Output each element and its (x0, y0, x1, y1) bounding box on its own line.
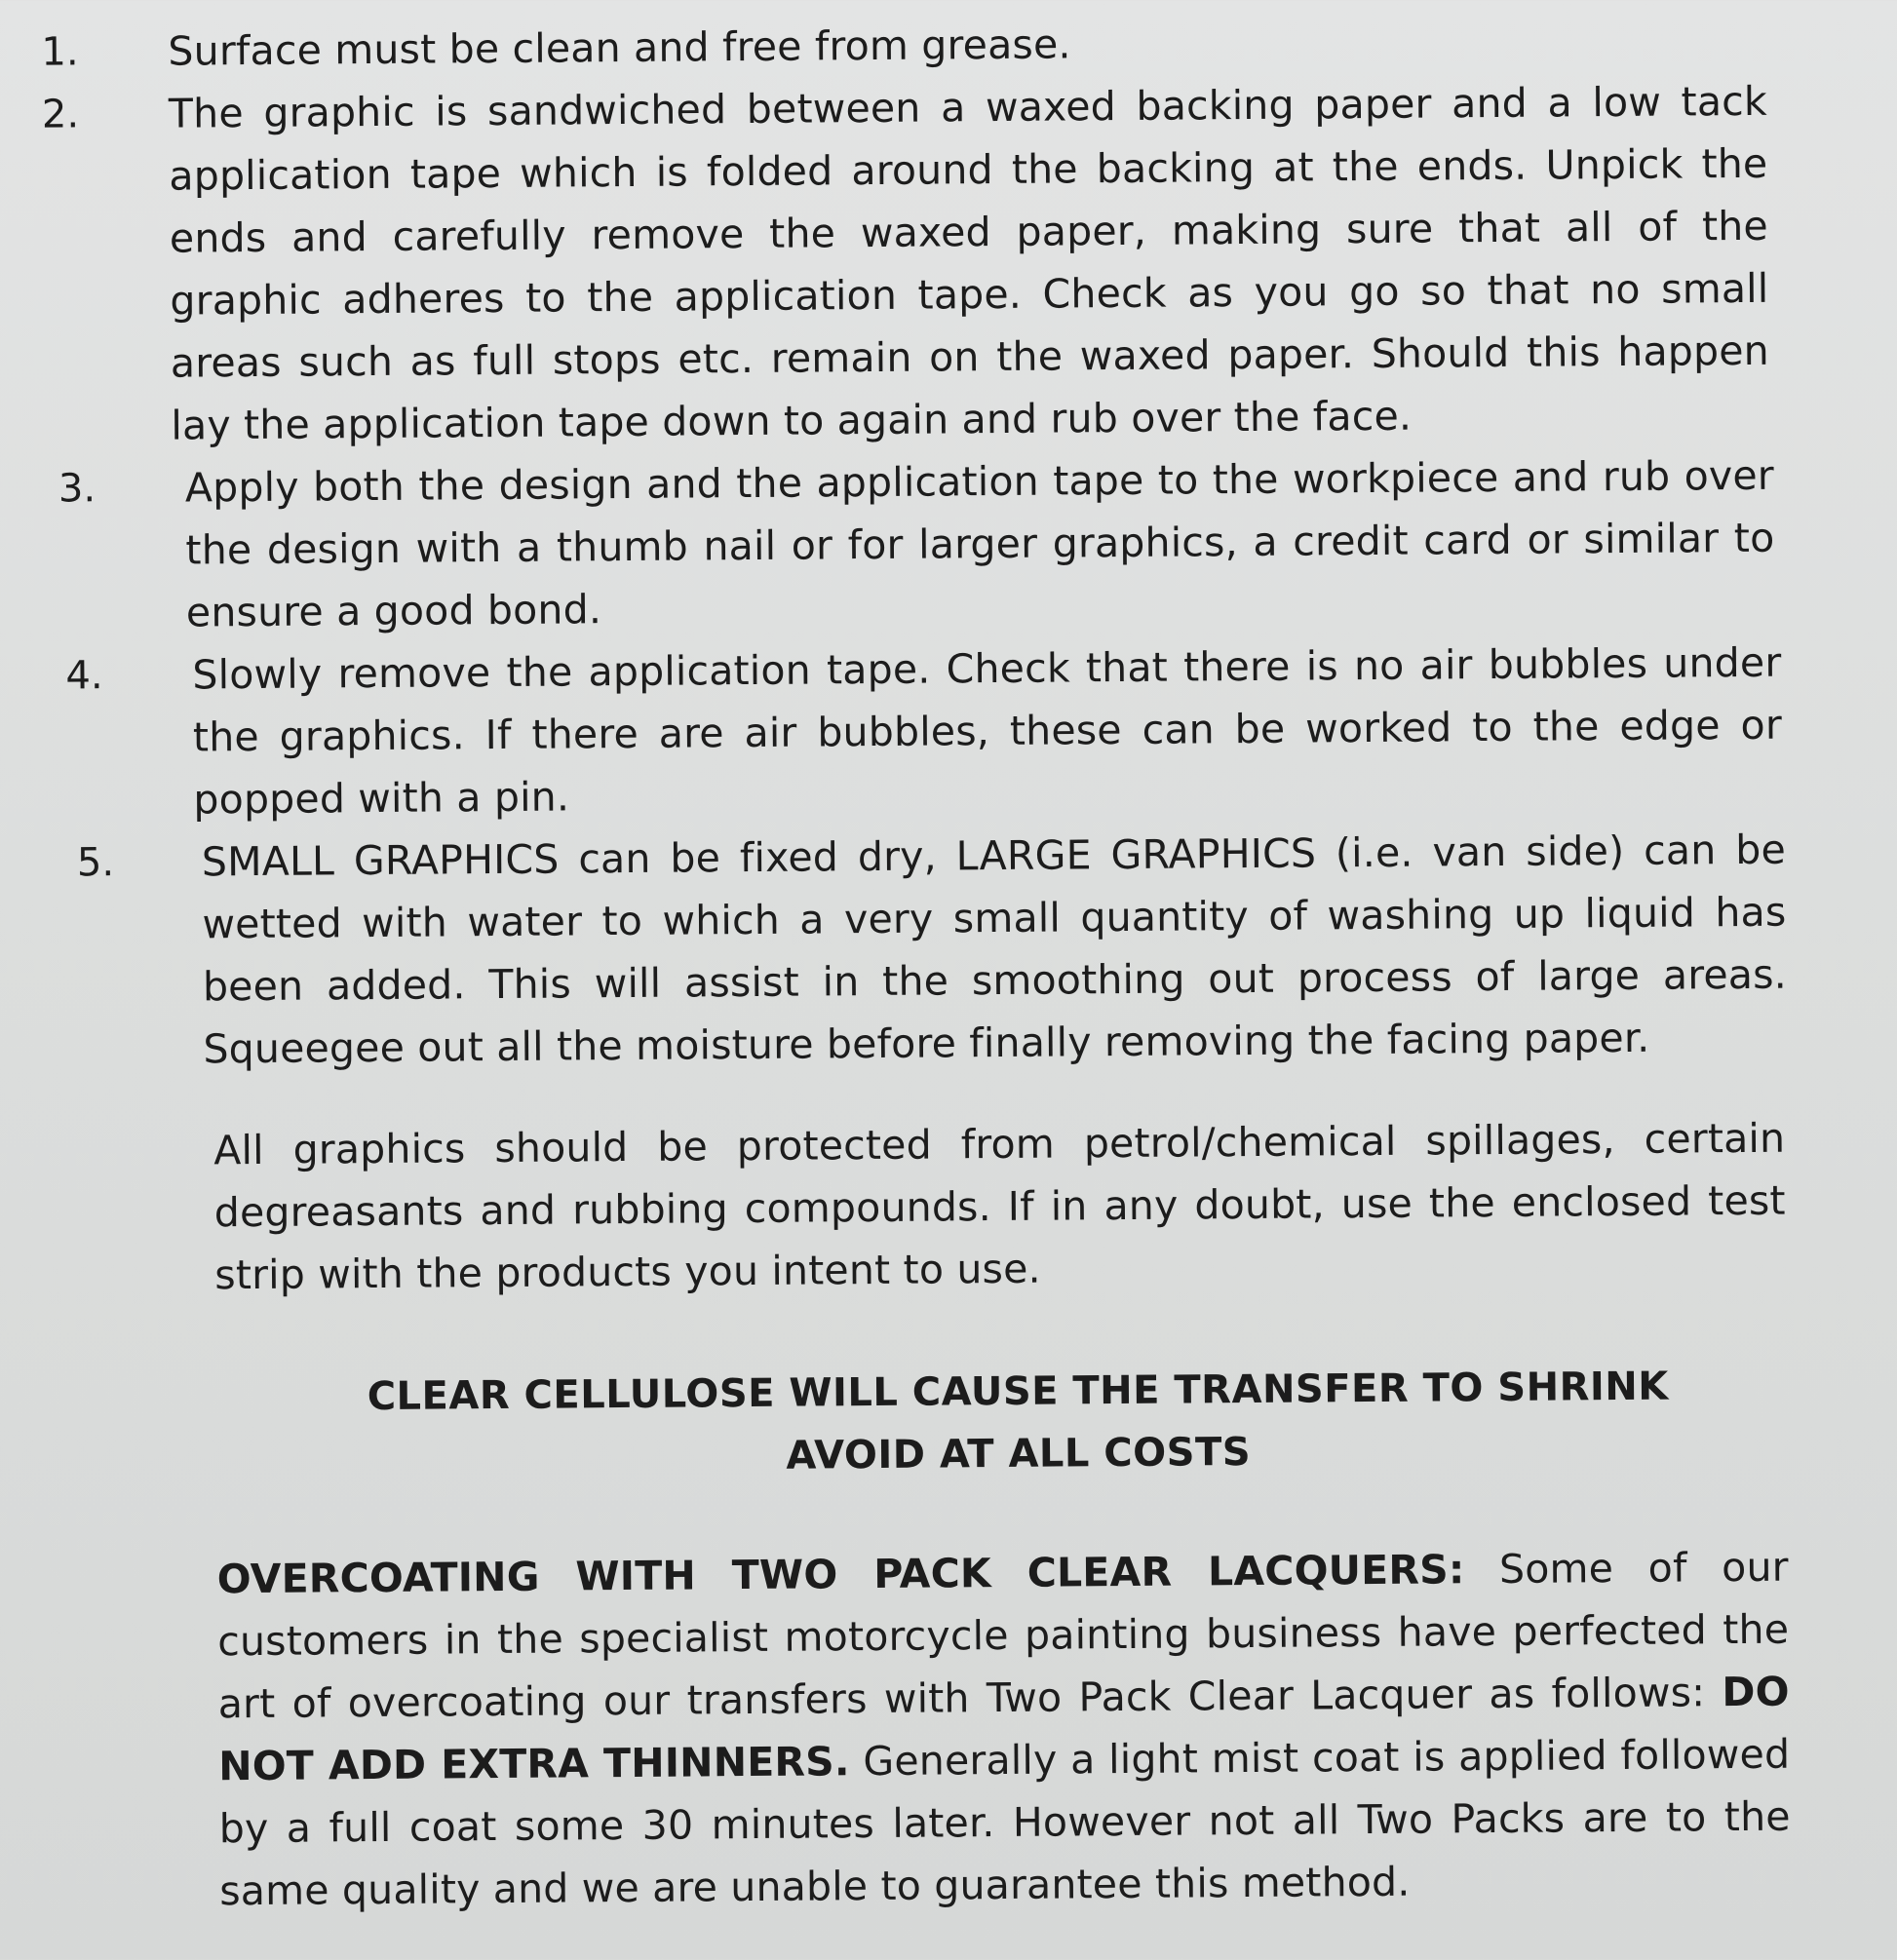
list-item (7, 818, 1897, 1082)
item-number: 2. (41, 92, 80, 137)
item-number: 3. (58, 466, 97, 512)
list-item (4, 443, 1897, 645)
item-text: Surface must be clean and free from grease. (168, 20, 1071, 75)
protection-note: All graphics should be protected from petrol/chemical spillages, certain degreasants and rubbing compounds. If in any doubt, use the enclosed test strip with the products you intent to use. (213, 1114, 1786, 1299)
instruction-list (0, 7, 1897, 1082)
list-item (1, 69, 1897, 458)
overcoating-heading: OVERCOATING WITH TWO PACK CLEAR LACQUERS: (216, 1546, 1465, 1603)
item-text: Apply both the design and the application tape to the workpiece and rub over the design with a thumb nail or for larger graphics, a credit card or similar to ensure a good bond. (184, 451, 1775, 636)
item-number: 4. (65, 653, 103, 699)
overcoating-text-2: Generally a light mist coat is applied followed by a full coat some 30 minutes later. However not all Two Packs are to the same quality and we are unable to guarantee this method. (218, 1730, 1791, 1915)
item-text: Slowly remove the application tape. Check that there is no air bubbles under the graphics. If there are air bubbles, these can be worked to the edge or popped with a pin. (192, 638, 1783, 824)
shrink-warning (11, 1354, 1897, 1493)
item-number: 5. (76, 840, 115, 886)
overcoating-text-1: Some of our customers in the specialist motorcycle painting business have perfected the art of overcoating our transfers with Two Pack Clear Lacquer as follows: (217, 1543, 1790, 1728)
overcoating-paragraph (216, 1536, 1791, 1923)
list-item (5, 631, 1897, 832)
item-number: 1. (41, 29, 79, 75)
warning-line-2: AVOID AT ALL COSTS (786, 1429, 1252, 1479)
warning-line-1: CLEAR CELLULOSE WILL CAUSE THE TRANSFER TO SHRINK (367, 1364, 1669, 1420)
item-text: The graphic is sandwiched between a waxed backing paper and a low tack application tape which is folded around the backing at the ends. Unpick the ends and carefully remove the waxed paper, making sure that all of the graphic adheres to the application tape. Check as you go so that no small areas such as full stops etc. remain on the waxed paper. Should this happen lay the application tape down to again and rub over the face. (168, 77, 1770, 449)
overcoating-warning: DO NOT ADD EXTRA THINNERS. (218, 1668, 1790, 1790)
item-text: SMALL GRAPHICS can be fixed dry, LARGE GRAPHICS (i.e. van side) can be wetted with water to which a very small quantity of washing up liquid has been added. This will assist in the smoothing out process of large areas. Squeegee out all the moisture before finally removing the facing paper. (201, 826, 1788, 1073)
